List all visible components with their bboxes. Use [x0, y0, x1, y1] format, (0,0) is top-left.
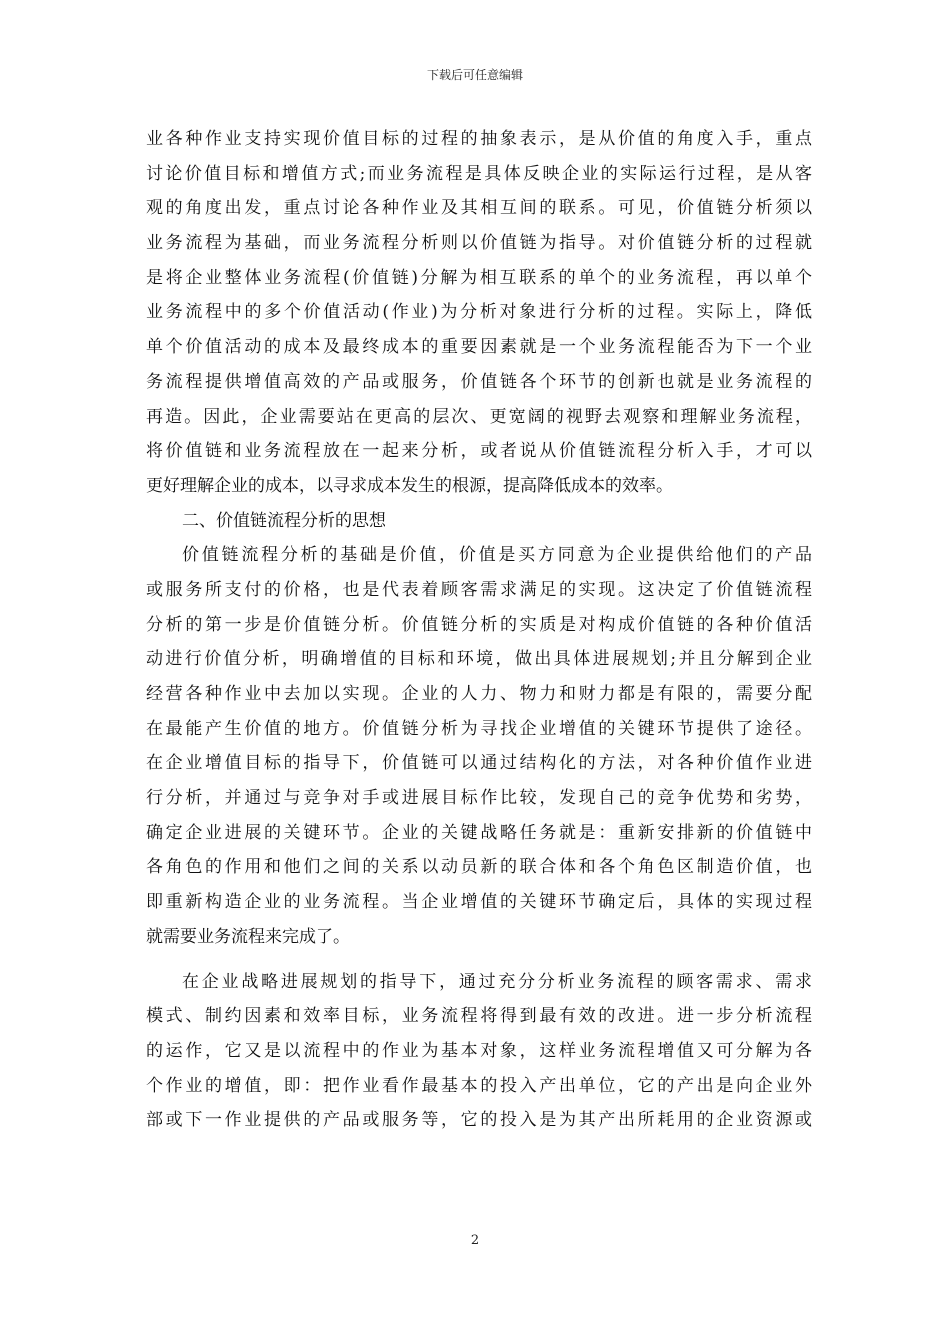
text-line: 部或下一作业提供的产品或服务等，它的投入是为其产出所耗用的企业资源或 [146, 1110, 812, 1131]
paragraph-spacing [146, 955, 812, 965]
text-line: 分析的第一步是价值链分析。价值链分析的实质是对构成价值链的各种价值活 [146, 614, 812, 635]
text-line: 更好理解企业的成本，以寻求成本发生的根源，提高降低成本的效率。 [146, 475, 673, 496]
page-header: 下载后可任意编辑 [426, 68, 523, 82]
text-line: 经营各种作业中去加以实现。企业的人力、物力和财力都是有限的，需要分配 [146, 684, 812, 704]
text-line: 务流程提供增值高效的产品或服务，价值链各个环节的创新也就是业务流程的 [146, 371, 812, 392]
text-line: 或服务所支付的价格，也是代表着顾客需求满足的实现。这决定了价值链流程 [146, 579, 812, 600]
text-line: 就需要业务流程来完成了。 [146, 926, 350, 947]
text-line: 各角色的作用和他们之间的关系以动员新的联合体和各个角色区制造价值，也 [146, 857, 812, 878]
text-line: 再造。因此，企业需要站在更高的层次、更宽阔的视野去观察和理解业务流程， [146, 406, 812, 427]
text-line: 模式、制约因素和效率目标，业务流程将得到最有效的改进。进一步分析流程 [146, 1006, 812, 1027]
text-line: 业务流程为基础，而业务流程分析则以价值链为指导。对价值链分析的过程就 [146, 233, 812, 254]
text-line: 个作业的增值，即：把作业看作最基本的投入产出单位，它的产出是向企业外 [146, 1075, 812, 1096]
text-line: 业务流程中的多个价值活动(作业)为分析对象进行分析的过程。实际上，降低 [146, 302, 812, 323]
text-line: 将价值链和业务流程放在一起来分析，或者说从价值链流程分析入手，才可以 [146, 441, 812, 462]
text-line: 即重新构造企业的业务流程。当企业增值的关键环节确定后，具体的实现过程 [146, 892, 812, 913]
text-line: 观的角度出发，重点讨论各种作业及其相互间的联系。可见，价值链分析须以 [146, 198, 812, 219]
text-line: 在企业增值目标的指导下，价值链可以通过结构化的方法，对各种价值作业进 [146, 753, 812, 774]
text-line: 价值链流程分析的基础是价值，价值是买方同意为企业提供给他们的产品 [182, 545, 812, 566]
text-line: 业各种作业支持实现价值目标的过程的抽象表示，是从价值的角度入手，重点 [146, 129, 812, 149]
text-line: 动进行价值分析，明确增值的目标和环境，做出具体进展规划;并且分解到企业 [146, 649, 812, 670]
page-number: 2 [470, 1233, 480, 1248]
paragraph [146, 965, 812, 1138]
section-heading [146, 504, 812, 539]
text-line: 的运作，它又是以流程中的作业为基本对象，这样业务流程增值又可分解为各 [146, 1040, 812, 1061]
document-body [146, 122, 812, 1138]
text-line: 在企业战略进展规划的指导下，通过充分分析业务流程的顾客需求、需求 [182, 971, 812, 992]
text-line: 行分析，并通过与竞争对手或进展目标作比较，发现自己的竞争优势和劣势， [146, 788, 812, 809]
text-line: 是将企业整体业务流程(价值链)分解为相互联系的单个的业务流程，再以单个 [146, 267, 812, 288]
text-line: 单个价值活动的成本及最终成本的重要因素就是一个业务流程能否为下一个业 [146, 337, 812, 358]
heading-text: 二、价值链流程分析的思想 [182, 510, 386, 531]
paragraph [146, 122, 812, 504]
text-line: 确定企业进展的关键环节。企业的关键战略任务就是：重新安排新的价值链中 [146, 822, 812, 843]
paragraph [146, 538, 812, 954]
text-line: 讨论价值目标和增值方式;而业务流程是具体反映企业的实际运行过程，是从客 [146, 163, 812, 184]
text-line: 在最能产生价值的地方。价值链分析为寻找企业增值的关键环节提供了途径。 [146, 718, 812, 739]
